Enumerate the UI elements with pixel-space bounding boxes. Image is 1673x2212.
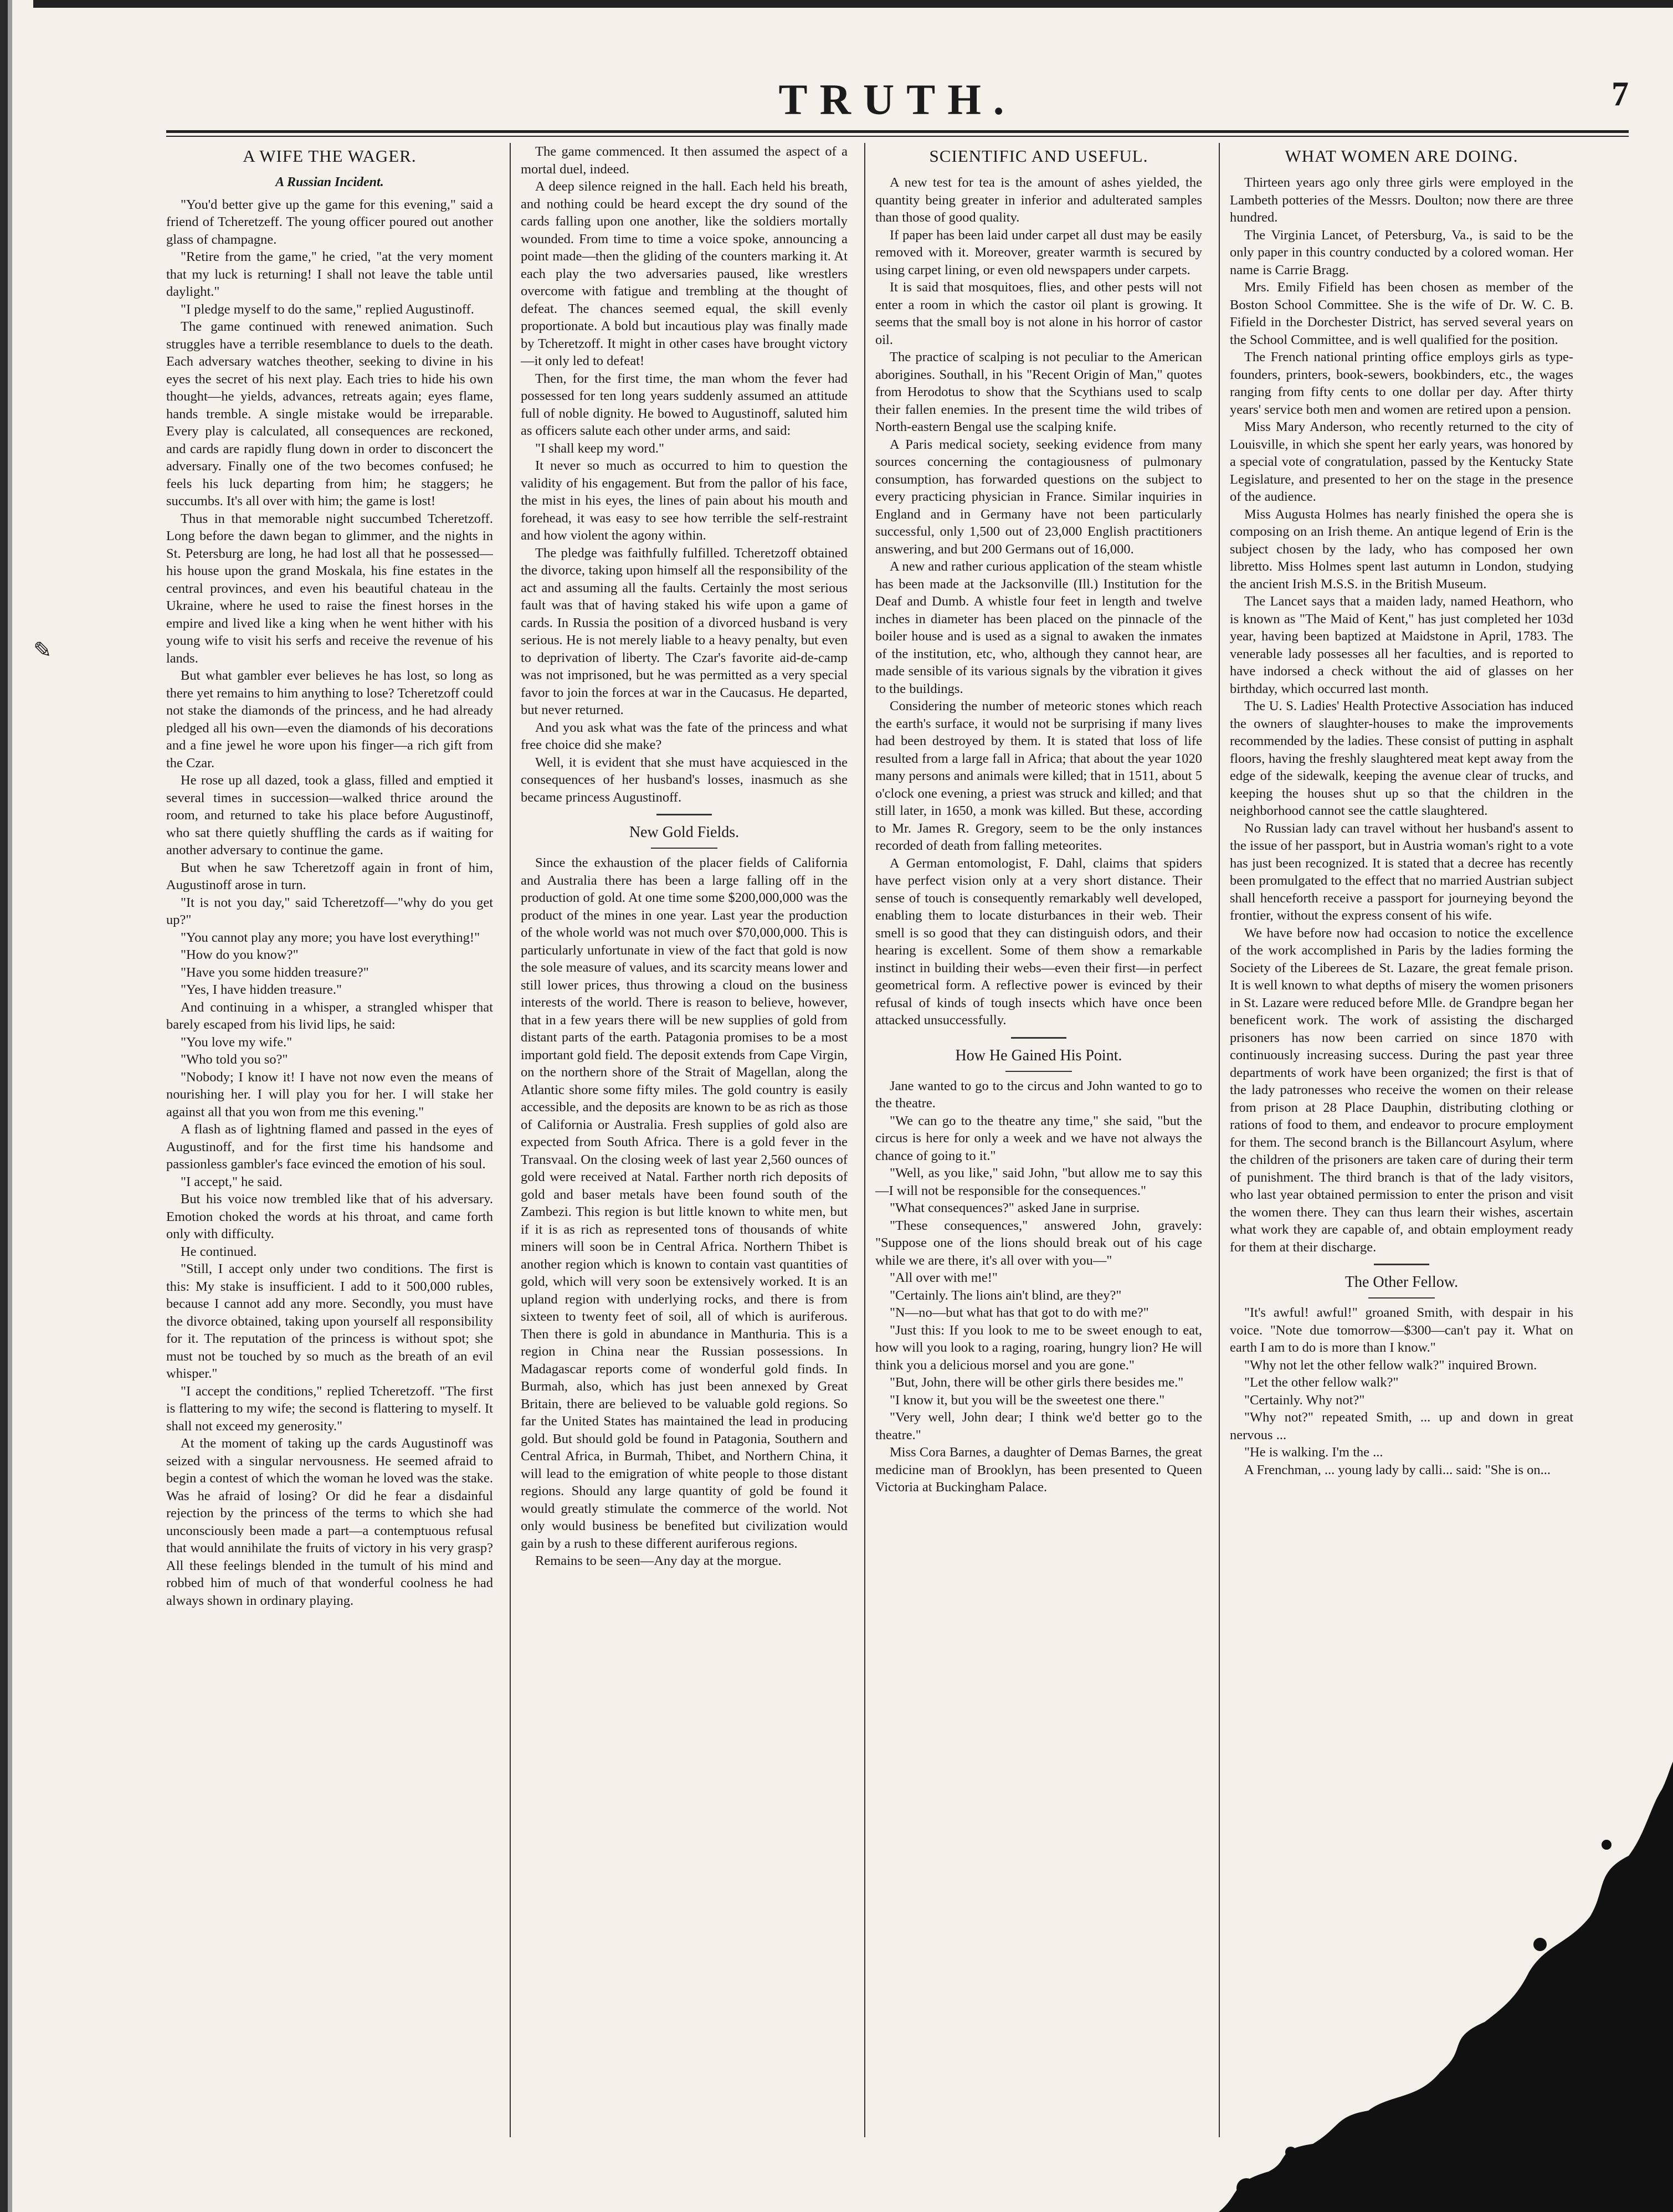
- article-paragraph: "Why not?" repeated Smith, ... up and down in great nervous ...: [1230, 1410, 1573, 1443]
- article-paragraph: "How do you know?": [181, 947, 299, 962]
- article-paragraph: "Just this: If you look to me to be sweet enough to eat, how will you look to a raging, roaring, hungry lion? He will think you a delicious morsel and you are gone.": [875, 1322, 1202, 1373]
- article-paragraph: A Paris medical society, seeking evidence from many sources concerning the contagiousness of pulmonary consumption, has forwarded questions on the subject to every practicing physician in France. Similar inquiries in England and in Germany have not been particularly successful, only 1,500 out of 23,000 English practitioners answering, and but 200 Germans out of 16,000.: [875, 437, 1202, 557]
- article-paragraph: Considering the number of meteoric stones which reach the earth's surface, it would not be surprising if many lives had been destroyed by them. It is stated that loss of life resulted from a large fall in Africa; that about the year 1020 many persons and animals were killed; that in 1511, about 5 o'clock one evening, a priest was struck and killed; and that still later, in 1650, a monk was killed. But these, according to Mr. James R. Gregory, seem to be the only instances recorded of death from falling meteorites.: [875, 699, 1202, 853]
- article-paragraph: Well, it is evident that she must have acquiesced in the consequences of her husband's losses, inasmuch as she became princess Augustinoff.: [521, 755, 848, 805]
- article-title: The Other Fellow.: [1344, 1274, 1459, 1291]
- article-paragraph: Thus in that memorable night succumbed Tcheretzoff. Long before the dawn began to glimmer, and the nights in St. Petersburg are long, he had lost all that he possessed—his house upon the grand Moskala, his fine estates in the central provinces, and even his beautiful chateau in the Ukraine, where he used to raise the finest horses in the empire and lived like a king when he went hither with his young wife to visit his serfs and receive the revenue of his lands.: [166, 511, 493, 666]
- article-paragraph: The Lancet says that a maiden lady, named Heathorn, who is known as "The Maid of Kent," has just completed her 103d year, having been baptized at Maidstone in April, 1783. The venerable lady possesses all her faculties, and is reported to have indorsed a check without the aid of glasses on her birthday, which occurred last month.: [1230, 594, 1573, 696]
- article-paragraph: "All over with me!": [890, 1270, 998, 1285]
- article-paragraph: The game continued with renewed animation. Such struggles have a terrible resemblance to duels to the death. Each adversary watches theother, seeking to divine in his eyes the secret of his next play. Each tries to hide his own thought—he yields, advances, retreats again; eyes flame, hands tremble. A single mistake would be irreparable. Every play is calculated, all consequences are reckoned, and cards are rapidly flung down in order to disconcert the adversary. Finally one of the two becomes confused; he feels his luck departing from him; he staggers; he succumbs. It's all over with him; the game is lost!: [166, 319, 493, 509]
- article-paragraph: "Why not let the other fellow walk?" inquired Brown.: [1244, 1357, 1537, 1373]
- article-paragraph: "Well, as you like," said John, "but allow me to say this—I will not be responsible for the consequences.": [875, 1166, 1202, 1198]
- article-paragraph: We have before now had occasion to notice the excellence of the work accomplished in Paris by the ladies forming the Society of the Liberees de St. Lazare, the great female prison. It is well known to what depths of misery the women prisoners in St. Lazare were reduced before Mlle. de Grandpre began her beneficent work. The work of assisting the discharged prisoners has now been carried on since 1870 with continuously increasing success. During the past year three departments of work have been organized; the first is that of the lady patronesses who receive the women on their release from prison at 28 Place Dauphin, distributing clothing or rations of food to them, and endeavor to procure employment for them. The second branch is the Billancourt Asylum, where the children of the prisoners are taken care of during their term of punishment. The third branch is that of the lady visitors, who last year obtained permission to enter the prison and visit the women there. They can thus learn their wishes, ascertain what work they are capable of, and obtain employment ready for them at their discharge.: [1230, 925, 1573, 1255]
- article-paragraph: "It is not you day," said Tcheretzoff—"why do you get up?": [166, 895, 493, 927]
- article-subtitle: A Russian Incident.: [275, 175, 384, 189]
- torn-corner-damage: [1208, 1762, 1673, 2212]
- article-paragraph: "Yes, I have hidden treasure.": [181, 982, 342, 997]
- newspaper-title: TRUTH.: [778, 75, 1017, 124]
- article-paragraph: Since the exhaustion of the placer fields of California and Australia there has been a large falling off in the production of gold. At one time some $200,000,000 was the product of the mines in one year. Last year the production of the whole world was not much over $70,000,000. This is particularly unfortunate in view of the fact that gold is now the sole measure of values, and its scarcity means lower and still lower prices, thus throwing a cloud on the business interests of the world. There is reason to believe, however, that in a few years there will be new supplies of gold from distant parts of the earth. Patagonia promises to be a most important gold field. The deposit extends from Cape Virgin, on the northern shore of the Strait of Magellan, along the Atlantic shore some fifty miles. The gold country is easily accessible, and the deposits are known to be as rich as those of California or Australia. Fresh supplies of gold also are expected from South Africa. There is a gold fever in the Transvaal. On the closing week of last year 2,560 ounces of gold were received at Natal. Farther north rich deposits of gold and baser metals have been found south of the Zambezi. This region is but little known to white men, but if it is as rich as represented tons of thousands of white miners will soon be in Central Africa. Northern Thibet is another region which is known to contain vast quantities of gold, which will very soon be extensively worked. It is an upland region with underlying rocks, and there is from sixteen to twenty feet of soil, all of which is auriferous. Then there is gold in abundance in Manthuria. This is a region in China near the Russian possessions. In Madagascar reports come of wonderful gold finds. In Burmah, also, which has just been annexed by Great Britain, there are believed to be valuable gold regions. So far the United States has maintained the lead in producing gold. But should gold be found in Patagonia, Southern and Central Africa, in Burmah, Thibet, and Northern China, it will lead to the emigration of white people to those distant regions. Should any large quantity of gold be found it would greatly stimulate the commerce of the world. Not only would business be benefited but civilization would gain by a rush to these different auriferous regions.: [521, 855, 848, 1551]
- article-paragraph: He rose up all dazed, took a glass, filled and emptied it several times in succession—walked thrice around the room, and returned to take his place before Augustinoff, who sat there quietly shuffling the cards as if waiting for another adversary to continue the game.: [166, 773, 493, 858]
- article-paragraph: But his voice now trembled like that of his adversary. Emotion choked the words at his throat, and came forth only with difficulty.: [166, 1192, 493, 1241]
- section-separator: [1011, 1037, 1066, 1039]
- article-paragraph: "Let the other fellow walk?": [1244, 1375, 1399, 1390]
- article-paragraph: Thirteen years ago only three girls were employed in the Lambeth potteries of the Messrs. Doulton; now there are three hundred.: [1230, 175, 1573, 225]
- article-paragraph: The Virginia Lancet, of Petersburg, Va., is said to be the only paper in this country conducted by a colored woman. Her name is Carrie Bragg.: [1230, 227, 1573, 278]
- article-paragraph: "What consequences?" asked Jane in surprise.: [890, 1200, 1140, 1215]
- article-paragraph: It never so much as occurred to him to question the validity of his engagement. But from the pallor of his face, the mist in his eyes, the lines of pain about his mouth and forehead, it was easy to see how terrible the self-restraint and how violent the agony within.: [521, 458, 848, 543]
- column-2: [521, 143, 848, 2137]
- masthead: [166, 75, 1629, 130]
- article-paragraph: "Very well, John dear; I think we'd better go to the theatre.": [875, 1410, 1202, 1443]
- article-paragraph: He continued.: [181, 1244, 257, 1259]
- article-title: A WIFE THE WAGER.: [243, 146, 417, 166]
- article-paragraph: And you ask what was the fate of the princess and what free choice did she make?: [521, 720, 848, 752]
- margin-ink-mark: ✎: [33, 638, 52, 663]
- article-paragraph: "You cannot play any more; you have lost everything!": [181, 930, 480, 945]
- article-paragraph: "It's awful! awful!" groaned Smith, with despair in his voice. "Note due tomorrow—$300—can't pay it. What on earth I am to do is more than I know.": [1230, 1305, 1573, 1355]
- article-title: SCIENTIFIC AND USEFUL.: [929, 146, 1148, 166]
- article-paragraph: A deep silence reigned in the hall. Each held his breath, and nothing could be heard except the dry sound of the cards falling upon one another, like the soldiers mortally wounded. From time to time a voice spoke, announcing a point made—then the gliding of the counters marking it. At each play the two adversaries paused, like wrestlers overcome with fatigue and trembling at the thought of defeat. The chances seemed equal, the skill evenly proportionate. A bold but incautious play was finally made by Tcheretzoff. It might in other cases have brought victory—it only led to defeat!: [521, 179, 848, 368]
- header-rule: [166, 130, 1629, 133]
- article-paragraph: "I know it, but you will be the sweetest one there.": [890, 1392, 1165, 1408]
- section-separator: [1374, 1264, 1429, 1265]
- article-paragraph: If paper has been laid under carpet all dust may be easily removed with it. Moreover, greater warmth is secured by using carpet lining, or even old newspapers under carpets.: [875, 227, 1202, 278]
- article-paragraph: "Have you some hidden treasure?": [181, 964, 369, 980]
- article-title: New Gold Fields.: [629, 824, 740, 841]
- article-paragraph: "He is walking. I'm the ...: [1244, 1445, 1383, 1460]
- article-title: WHAT WOMEN ARE DOING.: [1285, 146, 1518, 166]
- article-paragraph: "Still, I accept only under two conditions. The first is this: My stake is insufficient. I add to it 500,000 rubles, because I cannot add any more. Secondly, you must have the divorce obtained, taking upon yourself all responsibility for it. The reputation of the princess is without spot; she must not be touched by so much as the breath of an evil whisper.": [166, 1261, 493, 1381]
- article-paragraph: The French national printing office employs girls as type-founders, printers, book-sewers, bookbinders, etc., the wages ranging from fifty cents to one dollar per day. After thirty years' service both men and women are retired upon a pension.: [1230, 350, 1573, 417]
- title-underline: [651, 848, 717, 849]
- page-left-border: [0, 0, 33, 2212]
- article-paragraph: But when he saw Tcheretzoff again in front of him, Augustinoff arose in turn.: [166, 860, 493, 892]
- article-paragraph: "These consequences," answered John, gravely: "Suppose one of the lions should break out of his cage while we are there, it's all over with you—": [875, 1218, 1202, 1268]
- article-paragraph: "I accept the conditions," replied Tcheretzoff. "The first is flattering to my wife; the second is flattering to myself. It shall not exceed my generosity.": [166, 1383, 493, 1434]
- article-paragraph: The pledge was faithfully fulfilled. Tcheretzoff obtained the divorce, taking upon himself all the responsibility of the act and assuming all the faults. Certainly the most serious fault was that of having staked his wife upon a game of cards. In Russia the position of a divorced husband is very serious. He is not merely liable to a heavy penalty, but even to deprivation of liberty. The Czar's favorite aid-de-camp was not imprisoned, but he was permitted as a very special favor to join the forces at war in the Caucasus. He departed, but never returned.: [521, 545, 848, 717]
- article-paragraph: Mrs. Emily Fifield has been chosen as member of the Boston School Committee. She is the wife of Dr. W. C. B. Fifield in the Dorchester District, has served several years on the School Committee, and is well qualified for the position.: [1230, 280, 1573, 347]
- article-paragraph: A new and rather curious application of the steam whistle has been made at the Jacksonville (Ill.) Institution for the Deaf and Dumb. A whistle four feet in length and twelve inches in diameter has been placed on the pinnacle of the boiler house and is used as a signal to awaken the inmates of the institution, etc, who, although they cannot hear, are made sensible of its various signals by the vibration it gives to the buildings.: [875, 559, 1202, 696]
- column-divider: [510, 143, 511, 2137]
- article-paragraph: Jane wanted to go to the circus and John wanted to go to the theatre.: [875, 1078, 1202, 1111]
- article-paragraph: A Frenchman, ... young lady by calli... said: "She is on...: [1244, 1462, 1551, 1477]
- section-separator: [656, 814, 712, 815]
- page-top-border: [0, 0, 1673, 8]
- article-paragraph: "You love my wife.": [181, 1034, 292, 1050]
- article-paragraph: "You'd better give up the game for this evening," said a friend of Tcheretzeff. The young officer poured out another glass of champagne.: [166, 197, 493, 247]
- article-paragraph: No Russian lady can travel without her husband's assent to the issue of her passport, but in Austria woman's right to a vote has just been recognized. It is stated that a decree has recently been promulgated to the effect that no married Austrian subject shall henceforth receive a passport for journeying beyond the frontier, without the express consent of his wife.: [1230, 820, 1573, 923]
- article-paragraph: The game commenced. It then assumed the aspect of a mortal duel, indeed.: [521, 144, 848, 177]
- article-paragraph: Remains to be seen—Any day at the morgue.: [535, 1553, 782, 1568]
- column-3: [875, 143, 1202, 2137]
- header-rule-thin: [166, 136, 1629, 137]
- article-paragraph: Miss Augusta Holmes has nearly finished the opera she is composing on an Irish theme. An antique legend of Erin is the subject chosen by the lady, who has composed her own libretto. Miss Holmes spent last autumn in London, studying the ancient Irish M.S.S. in the British Museum.: [1230, 506, 1573, 592]
- article-paragraph: Miss Mary Anderson, who recently returned to the city of Louisville, in which she spent her early years, was honored by a special vote of congratulation, passed by the Kentucky State Legislature, and presented to her on the stage in the presence of the audience.: [1230, 419, 1573, 504]
- article-paragraph: A flash as of lightning flamed and passed in the eyes of Augustinoff, and for the first time his handsome and passionless gambler's face evinced the emotion of his soul.: [166, 1122, 493, 1172]
- title-underline: [1368, 1297, 1435, 1299]
- article-paragraph: The practice of scalping is not peculiar to the American aborigines. Southall, in his "Recent Origin of Man," quotes from Herodotus to show that the Scythians used to scalp their fallen enemies. In the present time the wild tribes of North-eastern Bengal use the scalping knife.: [875, 350, 1202, 434]
- article-paragraph: A German entomologist, F. Dahl, claims that spiders have perfect vision only at a very short distance. Their sense of touch is consequently remarkably well developed, enabling them to locate disturbances in their web. Their smell is so good that they can distinguish odors, and their hearing is excellent. Some of them show a remarkable instinct in building their webs—even their first—in perfect geometrical form. A reflective power is evinced by their refusal of kinds of tough insects which have once been attacked unsuccessfully.: [875, 855, 1202, 1028]
- article-paragraph: "We can go to the theatre any time," she said, "but the circus is here for only a week and we have not always the chance of going to it.": [875, 1113, 1202, 1163]
- article-title: How He Gained His Point.: [955, 1046, 1122, 1064]
- column-1: [166, 143, 493, 2137]
- article-paragraph: "Certainly. Why not?": [1244, 1392, 1365, 1408]
- column-divider: [864, 143, 865, 2137]
- article-paragraph: "I accept," he said.: [181, 1174, 283, 1189]
- article-paragraph: Then, for the first time, the man whom the fever had possessed for ten long years suddenly assumed an attitude full of noble dignity. He bowed to Augustinoff, saluted him as officers salute each other under arms, and said:: [521, 371, 848, 438]
- article-paragraph: A new test for tea is the amount of ashes yielded, the quantity being greater in inferior and adulterated samples than those of good quality.: [875, 175, 1202, 225]
- title-underline: [1005, 1071, 1072, 1072]
- article-paragraph: At the moment of taking up the cards Augustinoff was seized with a singular nervousness. He seemed afraid to begin a contest of which the woman he loved was the stake. Was he afraid of losing? Or did he fear a disdainful rejection by the princess of the terms to which she had unconsciously been made a part—a contemptuous refusal that would annihilate the fruits of victory in his very grasp? All these feelings blended in the tumult of his mind and robbed him of much of that wonderful coolness he had always shown in ordinary playing.: [166, 1436, 493, 1608]
- article-paragraph: And continuing in a whisper, a strangled whisper that barely escaped from his livid lips, he said:: [166, 999, 493, 1032]
- page-number: 7: [1612, 75, 1629, 113]
- article-paragraph: "N—no—but what has that got to do with me?": [890, 1305, 1149, 1320]
- article-paragraph: It is said that mosquitoes, flies, and other pests will not enter a room in which the castor oil plant is growing. It seems that the small boy is not alone in his horror of castor oil.: [875, 280, 1202, 347]
- article-paragraph: Miss Cora Barnes, a daughter of Demas Barnes, the great medicine man of Brooklyn, has been presented to Queen Victoria at Buckingham Palace.: [875, 1445, 1202, 1495]
- article-paragraph: "Certainly. The lions ain't blind, are they?": [890, 1287, 1122, 1303]
- article-paragraph: "Nobody; I know it! I have not now even the means of nourishing her. I will play you for her. I will stake her against all that you won from me this evening.": [166, 1069, 493, 1120]
- article-paragraph: But what gambler ever believes he has lost, so long as there yet remains to him anything to lose? Tcheretzoff could not stake the diamonds of the princess, and he had already pledged all his own—even the diamonds of his decorations and a fine jewel he wore upon his finger—a rich gift from the Czar.: [166, 668, 493, 771]
- article-paragraph: "I shall keep my word.": [535, 440, 664, 456]
- article-paragraph: "Who told you so?": [181, 1052, 288, 1067]
- article-paragraph: "But, John, there will be other girls there besides me.": [890, 1375, 1184, 1390]
- article-paragraph: "Retire from the game," he cried, "at the very moment that my luck is returning! I shall not leave the table until daylight.": [166, 249, 493, 299]
- article-paragraph: The U. S. Ladies' Health Protective Association has induced the owners of slaughter-houses to make the improvements recommended by the ladies. These consist of putting in asphalt floors, having the freshly slaughtered meat kept away from the edge of the sidewalk, keeping the avenue clear of trucks, and keeping the houses shut up so that the children in the neighborhood cannot see the cattle slaughtered.: [1230, 699, 1573, 818]
- article-paragraph: "I pledge myself to do the same," replied Augustinoff.: [181, 301, 474, 317]
